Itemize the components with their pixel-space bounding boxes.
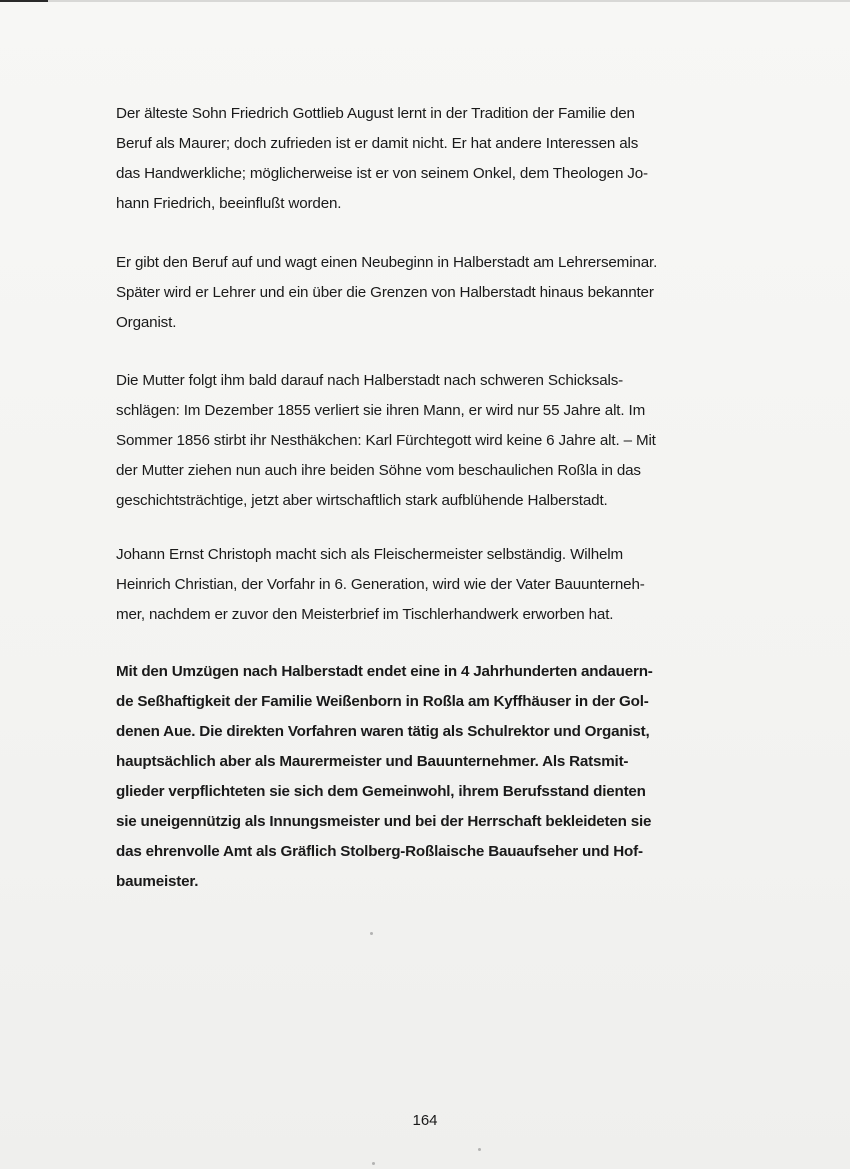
- text-line: hann Friedrich, beeinflußt worden.: [116, 195, 342, 212]
- text-line: Er gibt den Beruf auf und wagt einen Neubeginn in Halberstadt am Lehrerseminar.: [116, 254, 658, 271]
- text-line: Später wird er Lehrer und ein über die Grenzen von Halberstadt hinaus bekannter: [116, 284, 654, 301]
- text-line: geschichtsträchtige, jetzt aber wirtschaftlich stark aufblühende Halberstadt.: [116, 492, 608, 509]
- text-line: der Mutter ziehen nun auch ihre beiden Söhne vom beschaulichen Roßla in das: [116, 462, 641, 479]
- text-line: mer, nachdem er zuvor den Meisterbrief im Tischlerhandwerk erworben hat.: [116, 606, 614, 623]
- scan-speck: [370, 932, 373, 935]
- text-line: schlägen: Im Dezember 1855 verliert sie ihren Mann, er wird nur 55 Jahre alt. Im: [116, 402, 646, 419]
- text-line: glieder verpflichteten sie sich dem Gemeinwohl, ihrem Berufsstand dienten: [116, 783, 646, 800]
- text-line: Organist.: [116, 314, 177, 331]
- text-line: Die Mutter folgt ihm bald darauf nach Halberstadt nach schweren Schicksals-: [116, 372, 624, 389]
- text-line: Heinrich Christian, der Vorfahr in 6. Generation, wird wie der Vater Bauunterneh-: [116, 576, 645, 593]
- text-line: Sommer 1856 stirbt ihr Nesthäkchen: Karl Fürchtegott wird keine 6 Jahre alt. – Mit: [116, 432, 656, 449]
- paragraph-1: [116, 99, 728, 219]
- text-line: hauptsächlich aber als Maurermeister und Bauunternehmer. Als Ratsmit-: [116, 753, 629, 770]
- scan-edge: [0, 0, 850, 2]
- text-line: denen Aue. Die direkten Vorfahren waren tätig als Schulrektor und Organist,: [116, 723, 650, 740]
- text-line: Mit den Umzügen nach Halberstadt endet eine in 4 Jahrhunderten andauern-: [116, 663, 653, 680]
- page-number: 164: [412, 1112, 438, 1129]
- text-line: Der älteste Sohn Friedrich Gottlieb August lernt in der Tradition der Familie den: [116, 105, 635, 122]
- paragraph-5-bold-summary: [116, 657, 728, 897]
- text-line: das Handwerkliche; möglicherweise ist er von seinem Onkel, dem Theologen Jo-: [116, 165, 648, 182]
- scan-speck: [478, 1148, 481, 1151]
- paragraph-3: [116, 366, 728, 516]
- text-line: Johann Ernst Christoph macht sich als Fleischermeister selbständig. Wilhelm: [116, 546, 624, 563]
- text-line: de Seßhaftigkeit der Familie Weißenborn in Roßla am Kyffhäuser in der Gol-: [116, 693, 649, 710]
- text-line: baumeister.: [116, 873, 199, 890]
- scan-mark: [0, 0, 48, 2]
- text-line: Beruf als Maurer; doch zufrieden ist er damit nicht. Er hat andere Interessen als: [116, 135, 639, 152]
- paragraph-4: [116, 540, 728, 630]
- scan-speck: [372, 1162, 375, 1165]
- text-line: sie uneigennützig als Innungsmeister und bei der Herrschaft bekleideten sie: [116, 813, 652, 830]
- text-line: das ehrenvolle Amt als Gräflich Stolberg-Roßlaische Bauaufseher und Hof-: [116, 843, 643, 860]
- paragraph-2: [116, 248, 728, 338]
